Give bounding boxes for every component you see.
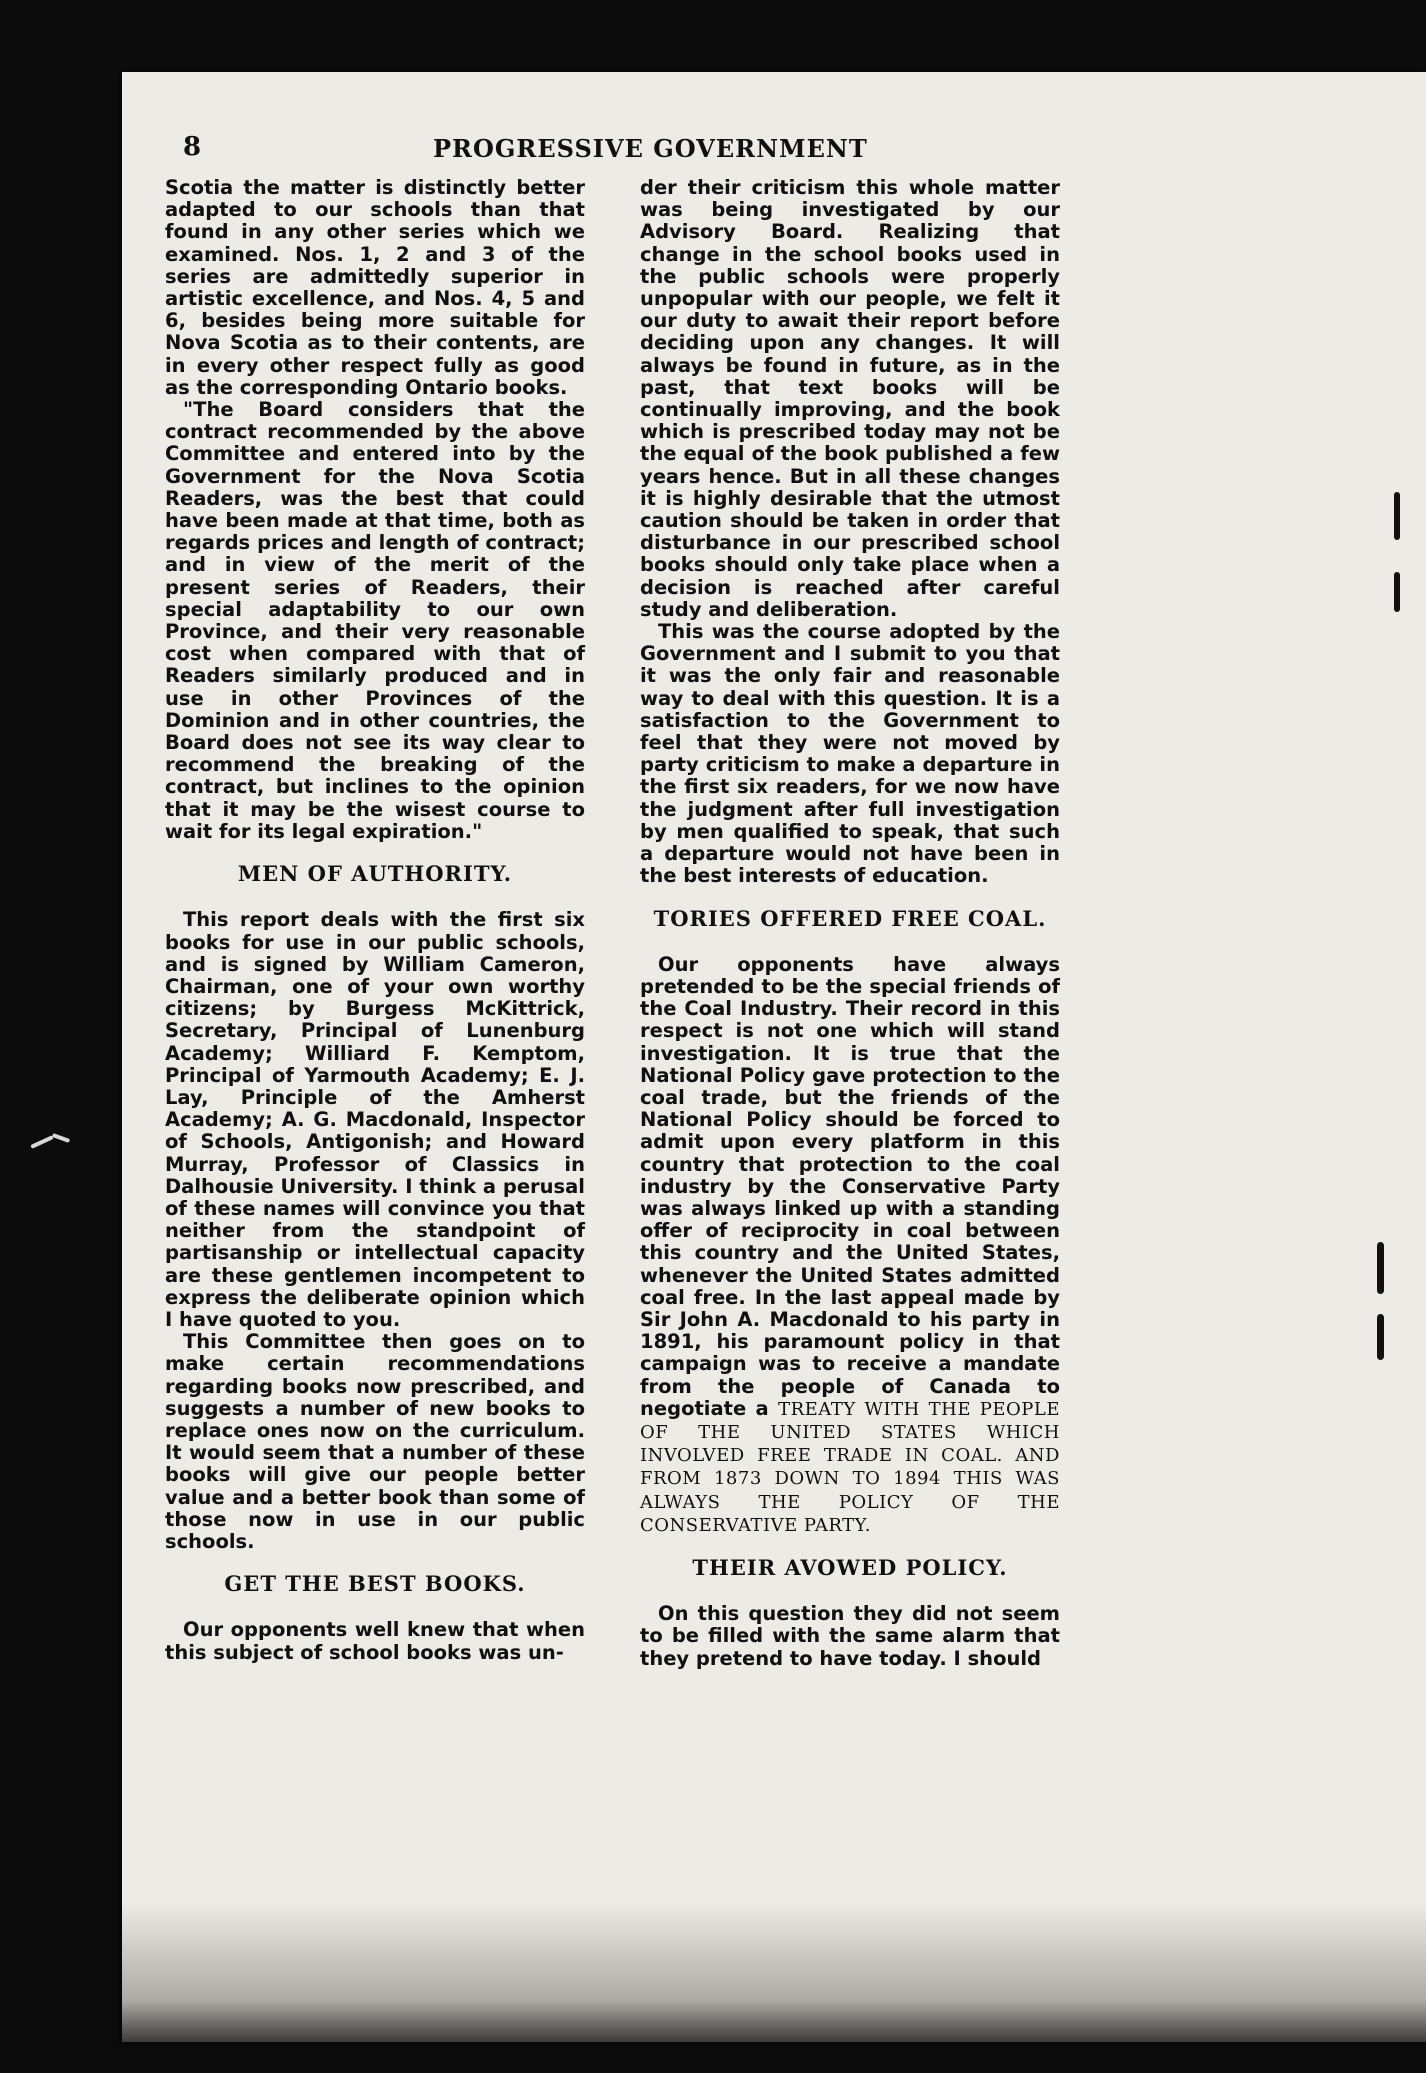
paragraph — [640, 954, 1060, 1537]
section-heading: THEIR AVOWED POLICY. — [692, 1554, 1008, 1580]
paragraph: This was the course adopted by the Government and I submit to you that it was the only fair and reasonable way to deal with this question. It is a satisfaction to the Government to feel that they were not moved by party criticism to make a departure in the first six readers, for we now have the judgment after full investigation by men qualified to speak, that such a departure would not have been in the best interests of education. — [640, 620, 1060, 888]
page-number: 8 — [183, 132, 202, 162]
paragraph: On this question they did not seem to be filled with the same alarm that they pretend to have today. I should — [640, 1602, 1060, 1670]
binding-hole — [1377, 1314, 1384, 1360]
page-header — [183, 132, 983, 164]
paragraph: This Committee then goes on to make certain recommendations regarding books now prescribed, and suggests a number of new books to replace ones now on the curriculum. It would seem that a number of these books will give our people better value and a better book than some of those now in use in our public schools. — [165, 1330, 585, 1553]
right-column — [640, 177, 1060, 1670]
binding-hole — [1394, 572, 1400, 612]
emphasized-text: TREATY WITH THE PEOPLE OF THE UNITED STATES WHICH INVOLVED FREE TRADE IN COAL. AND FROM 1873 DOWN TO 1894 THIS WAS ALWAYS THE POLICY OF THE CONSERVATIVE PARTY. — [640, 1398, 1061, 1536]
binding-hole — [1394, 492, 1400, 540]
scan-mark — [52, 1133, 70, 1143]
paragraph: der their criticism this whole matter was being investigated by our Advisory Board. Realizing that change in the school books used in the public schools were properly unpopular with our people, we felt it our duty to await their report before deciding upon any changes. It will always be found in future, as in the past, that text books will be continually improving, and the book which is prescribed today may not be the equal of the book published a few years hence. But in all these changes it is highly desirable that the utmost caution should be taken in order that disturbance in our prescribed school books should only take place when a decision is reached after careful study and deliberation. — [640, 176, 1060, 621]
section-heading: MEN OF AUTHORITY. — [237, 861, 513, 887]
paragraph: This report deals with the first six books for use in our public schools, and is signed by William Cameron, Chairman, one of your own worthy citizens; by Burgess McKittrick, Secretary, Principal of Lunenburg Academy; Williard F. Kemptom, Principal of Yarmouth Academy; E. J. Lay, Principle of the Amherst Academy; A. G. Macdonald, Inspector of Schools, Antigonish; and Howard Murray, Professor of Classics in Dalhousie University. I think a perusal of these names will convince you that neither from the standpoint of partisanship or intellectual capacity are these gentlemen incompetent to express the deliberate opinion which I have quoted to you. — [165, 908, 585, 1331]
paragraph: Our opponents well knew that when this subject of school books was un- — [165, 1618, 585, 1664]
left-column — [165, 177, 585, 1664]
running-title: PROGRESSIVE GOVERNMENT — [433, 134, 868, 163]
scan-mark — [30, 1135, 53, 1149]
paragraph: Scotia the matter is distinctly better adapted to our schools than that found in any other series which we examined. Nos. 1, 2 and 3 of the series are admittedly superior in artistic excellence, and Nos. 4, 5 and 6, besides being more suitable for Nova Scotia as to their contents, are in every other respect fully as good as the corresponding Ontario books. — [165, 176, 585, 399]
paragraph: "The Board considers that the contract recommended by the above Committee and entered into by the Government for the Nova Scotia Readers, was the best that could have been made at that time, both as regards prices and length of contract; and in view of the merit of the present series of Readers, their special adaptability to our own Province, and their very reasonable cost when compared with that of Readers similarly produced and in use in other Provinces of the Dominion and in other countries, the Board does not see its way clear to recommend the breaking of the contract, but inclines to the opinion that it may be the wisest course to wait for its legal expiration." — [165, 398, 585, 843]
section-heading: GET THE BEST BOOKS. — [224, 1571, 526, 1597]
section-heading: TORIES OFFERED FREE COAL. — [653, 905, 1047, 931]
binding-hole — [1377, 1242, 1384, 1294]
paragraph-text: Our opponents have always pretended to be the special friends of the Coal Industry. Their record in this respect is not one which will stand investigation. It is true that the National Policy gave protection to the coal trade, but the friends of the National Policy should be forced to admit upon every platform in this country that protection to the coal industry by the Conservative Party was always linked up with a standing offer of reciprocity in coal between this country and the United States, whenever the United States admitted coal free. In the last appeal made by Sir John A. Macdonald to his party in 1891, his paramount policy in that campaign was to receive a mandate from the people of Canada to negotiate a — [640, 952, 1060, 1420]
